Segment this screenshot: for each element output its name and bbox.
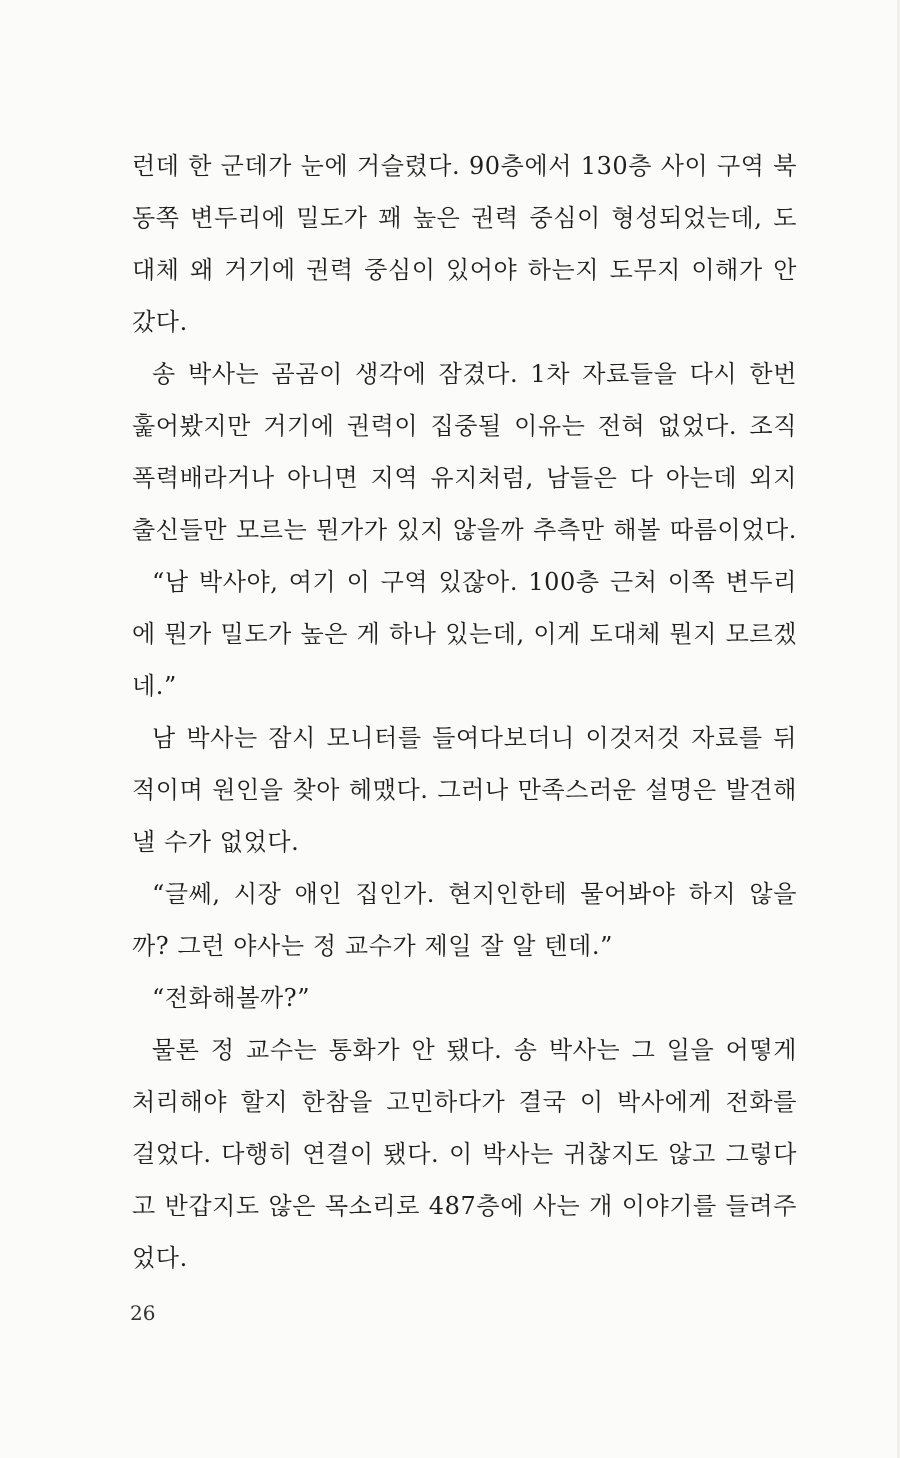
page-number: 26 [130, 1301, 156, 1325]
text-line: 출신들만 모르는 뭔가가 있지 않을까 추측만 해볼 따름이었다. [132, 516, 797, 544]
text-line: 동쪽 변두리에 밀도가 꽤 높은 권력 중심이 형성되었는데, 도 [132, 204, 797, 232]
text-line: 갔다. [132, 308, 188, 336]
text-line: 고 반갑지도 않은 목소리로 487층에 사는 개 이야기를 들려주 [132, 1192, 797, 1220]
text-line: 폭력배라거나 아니면 지역 유지처럼, 남들은 다 아는데 외지 [132, 464, 797, 492]
text-line: 네.” [132, 672, 177, 700]
text-line: 었다. [132, 1244, 188, 1272]
text-line: “남 박사야, 여기 이 구역 있잖아. 100층 근처 이쪽 변두리 [152, 568, 797, 596]
text-line: 남 박사는 잠시 모니터를 들여다보더니 이것저것 자료를 뒤 [152, 724, 797, 752]
body-text [132, 140, 797, 1284]
text-line: 까? 그런 야사는 정 교수가 제일 잘 알 텐데.” [132, 932, 613, 960]
text-line: 낼 수가 없었다. [132, 828, 300, 856]
text-line: “글쎄, 시장 애인 집인가. 현지인한테 물어봐야 하지 않을 [152, 880, 797, 908]
text-line: 걸었다. 다행히 연결이 됐다. 이 박사는 귀찮지도 않고 그렇다 [132, 1140, 797, 1168]
text-line: 적이며 원인을 찾아 헤맸다. 그러나 만족스러운 설명은 발견해 [132, 776, 797, 804]
text-line: “전화해볼까?” [152, 984, 311, 1012]
text-line: 송 박사는 곰곰이 생각에 잠겼다. 1차 자료들을 다시 한번 [152, 360, 797, 388]
text-line: 처리해야 할지 한참을 고민하다가 결국 이 박사에게 전화를 [132, 1088, 797, 1116]
text-line: 에 뭔가 밀도가 높은 게 하나 있는데, 이게 도대체 뭔지 모르겠 [132, 620, 797, 648]
text-line: 훑어봤지만 거기에 권력이 집중될 이유는 전혀 없었다. 조직 [132, 412, 797, 440]
text-line: 런데 한 군데가 눈에 거슬렸다. 90층에서 130층 사이 구역 북 [132, 152, 797, 180]
text-line: 물론 정 교수는 통화가 안 됐다. 송 박사는 그 일을 어떻게 [152, 1036, 797, 1064]
text-line: 대체 왜 거기에 권력 중심이 있어야 하는지 도무지 이해가 안 [132, 256, 797, 284]
